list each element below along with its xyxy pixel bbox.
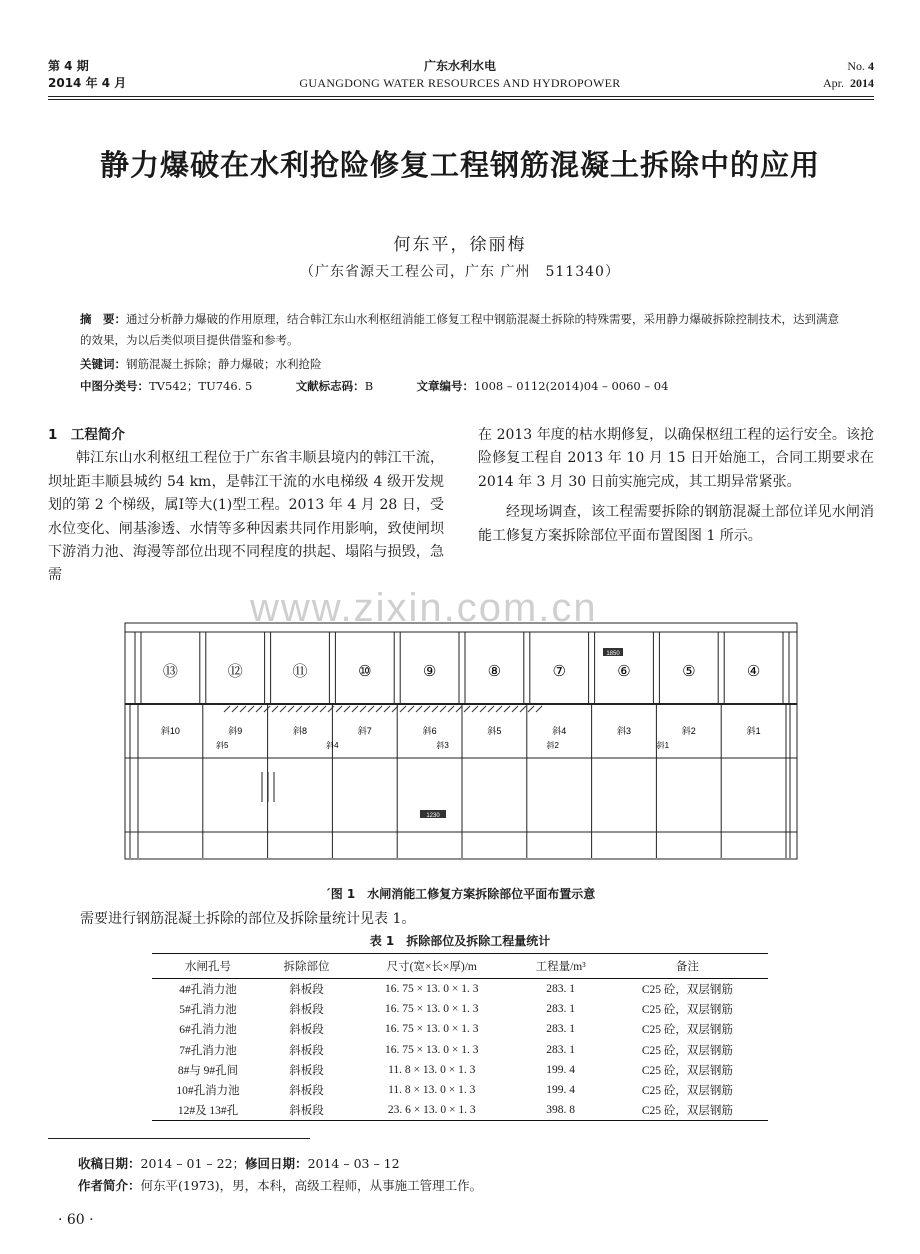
hatch-mark xyxy=(384,706,390,712)
header-rule xyxy=(48,96,874,97)
hatch-mark xyxy=(512,706,518,712)
received-dates: 收稿日期：2014 – 01 – 22；修回日期：2014 – 03 – 12 xyxy=(78,1156,400,1171)
hatch-mark xyxy=(352,706,358,712)
table-row: 6#孔消力池 斜板段 16. 75 × 13. 0 × 1. 3 283. 1 C25 砼，双层钢筋 xyxy=(179,1023,733,1037)
hatch-mark xyxy=(240,706,246,712)
hatch-mark xyxy=(360,706,366,712)
pier xyxy=(329,632,335,704)
paper-title: 静力爆破在水利抢险修复工程钢筋混凝土拆除中的应用 xyxy=(99,148,820,182)
slab-label: 斜1 xyxy=(746,726,761,736)
pier xyxy=(135,632,141,704)
date-en: Apr. 2014 xyxy=(823,76,874,90)
paragraph-1-cont: 在 2013 年度的枯水期修复，以确保枢纽工程的运行安全。该抢险修复工程自 2013 年 10 月 15 日开始施工，合同工期要求在 2014 年 3 月 30 日前实施完成，其工期异常紧张。 xyxy=(478,427,874,490)
slab-label: 斜7 xyxy=(357,726,372,736)
classification-line: 中图分类号：TV542；TU746. 5 文献标志码：B 文章编号：1008 – 0112(2014)04 – 0060 – 04 xyxy=(80,379,669,393)
slab-label: 斜5 xyxy=(487,726,502,736)
hatch-mark xyxy=(304,706,310,712)
slab-label: 斜2 xyxy=(681,726,696,736)
hatch-mark xyxy=(256,706,262,712)
bay-number: ⑩ xyxy=(358,663,372,680)
keywords-text: 钢筋混凝土拆除；静力爆破；水利抢险 xyxy=(126,357,322,371)
pier xyxy=(394,632,400,704)
data-table xyxy=(152,953,768,1121)
page-number: · 60 · xyxy=(58,1212,94,1228)
hatch-mark xyxy=(232,706,238,712)
hatch-mark xyxy=(496,706,502,712)
pier xyxy=(200,632,206,704)
table-row: 5#孔消力池 斜板段 16. 75 × 13. 0 × 1. 3 283. 1 C25 砼，双层钢筋 xyxy=(179,1003,733,1017)
pier xyxy=(459,632,465,704)
journal-name-cn: 广东水利水电 xyxy=(423,59,496,73)
table-caption: 表 1 拆除部位及拆除工程量统计 xyxy=(369,934,551,948)
bay-number: ⑬ xyxy=(162,663,178,680)
pier xyxy=(783,632,789,704)
hatch-mark xyxy=(272,706,278,712)
hatch-mark xyxy=(464,706,470,712)
doc-code: B xyxy=(364,379,374,393)
keywords-label: 关键词： xyxy=(80,357,126,371)
abstract xyxy=(80,309,850,351)
hatch-mark xyxy=(440,706,446,712)
paragraph-2: 经现场调查，该工程需要拆除的钢筋混凝土部位详见水闸消能工修复方案拆除部位平面布置图图 1 所示。 xyxy=(478,504,874,544)
hatch-mark xyxy=(472,706,478,712)
journal-name-en: GUANGDONG WATER RESOURCES AND HYDROPOWER xyxy=(299,76,621,90)
hatch-mark xyxy=(248,706,254,712)
bay-number: ④ xyxy=(746,663,761,680)
table-intro-sentence: 需要进行钢筋混凝土拆除的部位及拆除量统计见表 1。 xyxy=(80,911,416,927)
col-header: 备注 xyxy=(607,954,768,979)
pier xyxy=(589,632,595,704)
hatch-mark xyxy=(312,706,318,712)
hatch-mark xyxy=(432,706,438,712)
hatch-mark xyxy=(320,706,326,712)
bay-number: ⑪ xyxy=(292,663,308,680)
mark-label-1: 1850 xyxy=(606,651,620,657)
hatch-mark xyxy=(408,706,414,712)
keywords xyxy=(80,354,850,375)
slab-label: 斜9 xyxy=(228,726,243,736)
slab-label-lower: 斜1 xyxy=(656,741,670,750)
bay-number: ⑤ xyxy=(682,663,696,680)
col-header: 水闸孔号 xyxy=(152,954,264,979)
hatch-mark xyxy=(416,706,422,712)
hatch-mark xyxy=(400,706,406,712)
hatch-mark xyxy=(336,706,342,712)
paragraph-1: 韩江东山水利枢纽工程位于广东省丰顺县境内的韩江干流，坝址距丰顺县城约 54 km，是韩江干流的水电梯级 4 级开发规划的第 2 个梯级，属Ⅰ等大(1)型工程。2013 年 4 月 28 日，受水位变化、闸基渗透、水情等多种因素共同作用影响，致使闸坝下游消力池、海漫等部位出现不同程度的拱起、塌陷与损毁，急需 xyxy=(48,450,444,584)
hatch-mark xyxy=(264,706,270,712)
slab-label: 斜3 xyxy=(616,726,632,736)
running-header-right xyxy=(823,58,874,92)
hatch-mark xyxy=(448,706,454,712)
hatch-mark xyxy=(528,706,534,712)
pier xyxy=(653,632,659,704)
slab-label: 斜10 xyxy=(160,726,180,736)
section-heading: 1 工程简介 xyxy=(48,427,125,443)
hatch-mark xyxy=(488,706,494,712)
bay-number: ⑫ xyxy=(227,663,243,680)
running-header-center xyxy=(0,58,920,92)
hatch-mark xyxy=(328,706,334,712)
hatch-mark xyxy=(368,706,374,712)
issue-en: No. 4 xyxy=(847,59,874,73)
right-column xyxy=(478,424,874,548)
clc-number: TV542；TU746. 5 xyxy=(149,379,253,393)
figure-1-plan xyxy=(124,622,798,872)
abstract-text: 通过分析静力爆破的作用原理，结合韩江东山水利枢纽消能工修复工程中钢筋混凝土拆除的特殊需要，采用静力爆破拆除控制技术，达到满意的效果，为以后类似项目提供借鉴和参考。 xyxy=(80,312,839,347)
article-number: 1008 – 0112(2014)04 – 0060 – 04 xyxy=(473,379,669,393)
watermark: www.zixin.com.cn xyxy=(250,586,598,630)
hatch-mark xyxy=(296,706,302,712)
slab-label-lower: 斜4 xyxy=(326,741,339,750)
table-header-row xyxy=(152,954,768,979)
table-row: 4#孔消力池 斜板段 16. 75 × 13. 0 × 1. 3 283. 1 C25 砼，双层钢筋 xyxy=(179,983,733,997)
bay-number: ⑧ xyxy=(487,663,502,680)
slab-label-lower: 斜2 xyxy=(546,741,559,750)
issue-cn: 第 4 期 xyxy=(48,59,89,73)
hatch-mark xyxy=(424,706,430,712)
header-rule-2 xyxy=(48,99,874,100)
table-row: 8#与 9#孔间 斜板段 11. 8 × 13. 0 × 1. 3 199. 4 C25 砼，双层钢筋 xyxy=(177,1063,733,1077)
hatch-mark xyxy=(344,706,350,712)
table-row: 12#及 13#孔 斜板段 23. 6 × 13. 0 × 1. 3 398. 8 C25 砼，双层钢筋 xyxy=(152,1100,768,1121)
slab-label: 斜8 xyxy=(292,726,308,736)
hatch-mark xyxy=(520,706,526,712)
hatch-mark xyxy=(224,706,230,712)
pier xyxy=(265,632,271,704)
slab-label-lower: 斜5 xyxy=(216,741,229,750)
bay-number: ⑨ xyxy=(422,663,437,680)
slab-label-lower: 斜3 xyxy=(436,741,449,750)
author-bio: 作者简介：何东平(1973)，男，本科，高级工程师，从事施工管理工作。 xyxy=(78,1178,483,1193)
hatch-mark xyxy=(456,706,462,712)
table-row: 7#孔消力池 斜板段 16. 75 × 13. 0 × 1. 3 283. 1 C25 砼，双层钢筋 xyxy=(179,1043,733,1057)
hatch-mark xyxy=(504,706,510,712)
col-header: 尺寸(宽×长×厚)/m xyxy=(349,954,515,979)
hatch-mark xyxy=(480,706,486,712)
hatch-mark xyxy=(536,706,542,712)
date-cn: 2014 年 4 月 xyxy=(48,76,127,90)
affiliation: （广东省源天工程公司，广东 广州 511340） xyxy=(300,264,620,280)
authors: 何东平，徐丽梅 xyxy=(393,235,527,255)
slab-label: 斜4 xyxy=(552,726,567,736)
abstract-label: 摘 要： xyxy=(80,312,126,326)
left-column xyxy=(48,424,444,588)
footnote-rule xyxy=(48,1138,310,1139)
figure-caption: ˊ图 1 水闸消能工修复方案拆除部位平面布置示意 xyxy=(324,887,596,901)
slab-label: 斜6 xyxy=(422,726,437,736)
hatch-mark xyxy=(280,706,286,712)
table-row: 10#孔消力池 斜板段 11. 8 × 13. 0 × 1. 3 199. 4 C25 砼，双层钢筋 xyxy=(176,1084,733,1098)
hatch-mark xyxy=(288,706,294,712)
pier xyxy=(524,632,530,704)
bay-number: ⑦ xyxy=(552,663,566,680)
col-header: 工程量/m³ xyxy=(515,954,607,979)
hatch-mark xyxy=(376,706,382,712)
bay-number: ⑥ xyxy=(617,663,631,680)
mark-label-2: 1230 xyxy=(426,813,440,819)
pier xyxy=(718,632,724,704)
col-header: 拆除部位 xyxy=(264,954,349,979)
